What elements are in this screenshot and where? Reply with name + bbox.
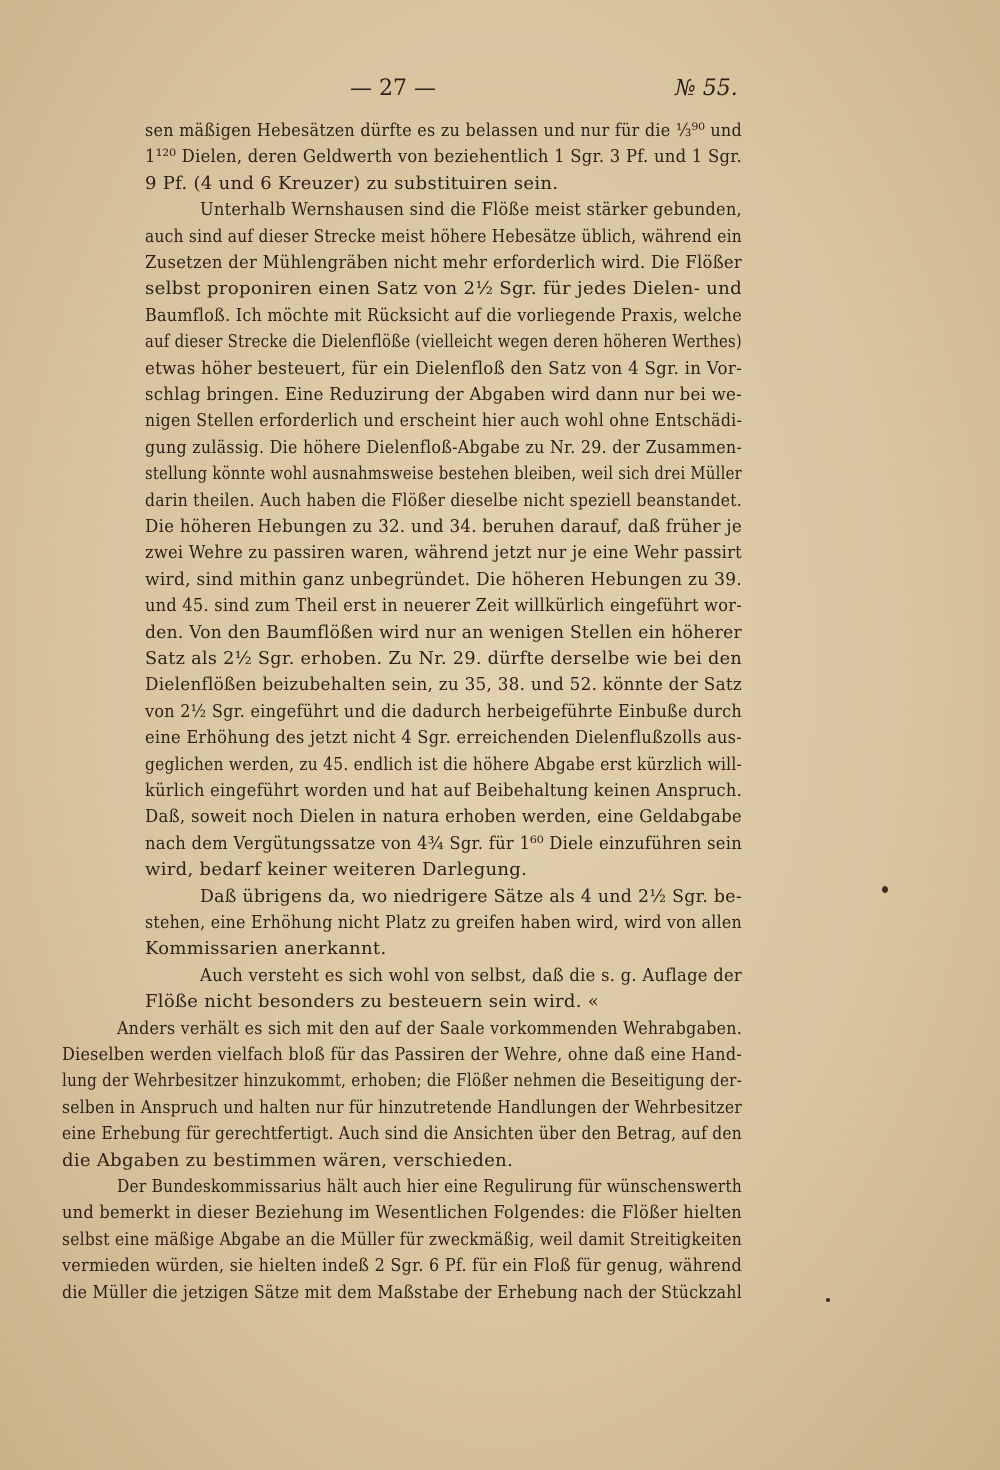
- page-header: [0, 76, 1000, 110]
- text-line: eine Erhebung für gerechtfertigt. Auch sind die Ansichten über den Betrag, auf den: [62, 1123, 743, 1145]
- ink-speck: [882, 886, 888, 893]
- ink-speck: [826, 1298, 830, 1302]
- text-line: die Müller die jetzigen Sätze mit dem Maßstabe der Erhebung nach der Stückzahl: [62, 1281, 743, 1303]
- text-line: zwei Wehre zu passiren waren, während jetzt nur je eine Wehr passirt: [145, 542, 742, 564]
- text-line: wird, bedarf keiner weiteren Darlegung.: [145, 859, 528, 881]
- text-line: schlag bringen. Eine Reduzirung der Abgaben wird dann nur bei we-: [145, 384, 742, 405]
- text-line: darin theilen. Auch haben die Flößer dieselbe nicht speziell beanstandet.: [145, 489, 742, 511]
- page-number: — 27 —: [350, 76, 436, 101]
- text-line: selbst proponiren einen Satz von 2½ Sgr. für jedes Dielen- und: [145, 278, 742, 300]
- text-line: geglichen werden, zu 45. endlich ist die höhere Abgabe erst kürzlich will-: [145, 753, 743, 775]
- text-line: Die höheren Hebungen zu 32. und 34. beruhen darauf, daß früher je: [145, 516, 742, 537]
- text-line: etwas höher besteuert, für ein Dielenfloß den Satz von 4 Sgr. in Vor-: [145, 357, 742, 379]
- text-line: Unterhalb Wernshausen sind die Flöße meist stärker gebunden,: [200, 199, 742, 221]
- text-line: Kommissarien anerkannt.: [145, 938, 387, 960]
- text-line: eine Erhöhung des jetzt nicht 4 Sgr. erreichenden Dielenflußzolls aus-: [145, 727, 743, 749]
- text-line: Flöße nicht besonders zu besteuern sein wird. «: [145, 991, 600, 1013]
- text-line: Daß übrigens da, wo niedrigere Sätze als 4 und 2½ Sgr. be-: [200, 885, 742, 907]
- text-line: Zusetzen der Mühlengräben nicht mehr erforderlich wird. Die Flößer: [145, 252, 743, 273]
- text-line: vermieden würden, sie hielten indeß 2 Sgr. 6 Pf. für ein Floß für genug, während: [62, 1255, 742, 1277]
- text-line: Satz als 2½ Sgr. erhoben. Zu Nr. 29. dürfte derselbe wie bei den: [145, 648, 742, 669]
- text-line: stehen, eine Erhöhung nicht Platz zu greifen haben wird, wird von allen: [145, 912, 742, 933]
- text-line: 1¹²⁰ Dielen, deren Geldwerth von beziehentlich 1 Sgr. 3 Pf. und 1 Sgr.: [145, 146, 743, 168]
- text-line: Baumfloß. Ich möchte mit Rücksicht auf die vorliegende Praxis, welche: [145, 304, 742, 326]
- issue-number: № 55.: [675, 76, 738, 101]
- text-line: den. Von den Baumflößen wird nur an wenigen Stellen ein höherer: [145, 621, 742, 643]
- text-line: stellung könnte wohl ausnahmsweise bestehen bleiben, weil sich drei Müller: [145, 463, 742, 485]
- text-line: Daß, soweit noch Dielen in natura erhoben werden, eine Geldabgabe: [145, 806, 742, 828]
- text-line: nach dem Vergütungssatze von 4¾ Sgr. für 1⁶⁰ Diele einzuführen sein: [145, 832, 743, 854]
- text-line: und bemerkt in dieser Beziehung im Wesentlichen Folgendes: die Flößer hielten: [62, 1202, 742, 1224]
- text-line: selben in Anspruch und halten nur für hinzutretende Handlungen der Wehrbesitzer: [62, 1096, 743, 1118]
- text-line: Anders verhält es sich mit den auf der Saale vorkommenden Wehrabgaben.: [117, 1017, 743, 1039]
- text-line: von 2½ Sgr. eingeführt und die dadurch herbeigeführte Einbuße durch: [145, 700, 743, 722]
- text-line: die Abgaben zu bestimmen wären, verschieden.: [62, 1149, 514, 1171]
- text-line: 9 Pf. (4 und 6 Kreuzer) zu substituiren sein.: [145, 172, 559, 194]
- text-line: sen mäßigen Hebesätzen dürfte es zu belassen und nur für die ⅓⁹⁰ und: [145, 120, 743, 141]
- text-line: gung zulässig. Die höhere Dielenfloß-Abgabe zu Nr. 29. der Zusammen-: [145, 436, 743, 458]
- text-line: auch sind auf dieser Strecke meist höhere Hebesätze üblich, während ein: [145, 225, 743, 247]
- text-line: Dielenflößen beizubehalten sein, zu 35, 38. und 52. könnte der Satz: [145, 674, 743, 696]
- text-line: Auch versteht es sich wohl von selbst, daß die s. g. Auflage der: [200, 964, 743, 986]
- text-line: und 45. sind zum Theil erst in neuerer Zeit willkürlich eingeführt wor-: [145, 595, 742, 617]
- text-line: lung der Wehrbesitzer hinzukommt, erhoben; die Flößer nehmen die Beseitigung der-: [62, 1070, 743, 1092]
- text-line: kürlich eingeführt worden und hat auf Beibehaltung keinen Anspruch.: [145, 780, 742, 801]
- text-line: auf dieser Strecke die Dielenflöße (vielleicht wegen deren höheren Werthes): [145, 331, 742, 353]
- text-line: selbst eine mäßige Abgabe an die Müller für zweckmäßig, weil damit Streitigkeiten: [62, 1228, 742, 1250]
- text-line: Dieselben werden vielfach bloß für das Passiren der Wehre, ohne daß eine Hand-: [62, 1044, 743, 1065]
- text-line: nigen Stellen erforderlich und erscheint hier auch wohl ohne Entschädi-: [145, 410, 743, 432]
- text-line: Der Bundeskommissarius hält auch hier eine Regulirung für wünschenswerth: [117, 1176, 743, 1197]
- text-line: wird, sind mithin ganz unbegründet. Die höheren Hebungen zu 39.: [145, 568, 742, 590]
